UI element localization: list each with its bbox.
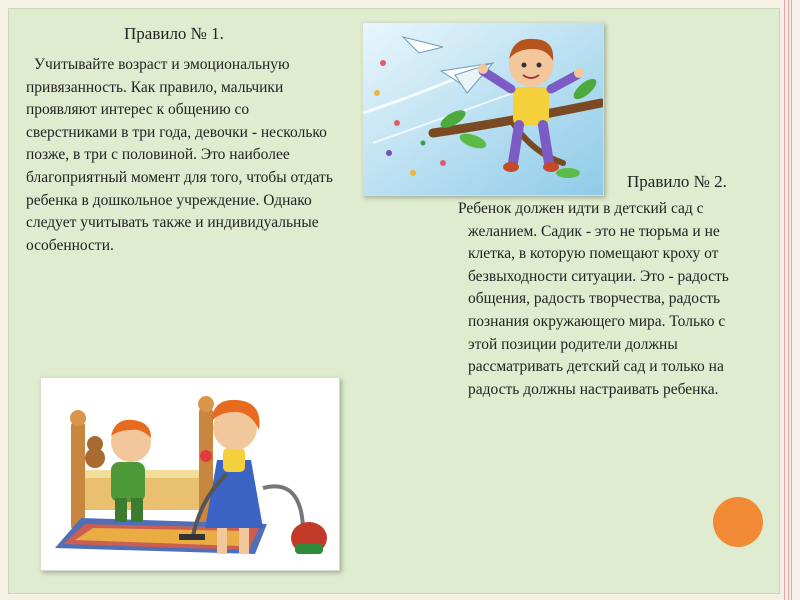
children-cleaning-illustration (40, 377, 340, 571)
boy-on-branch-illustration (362, 22, 604, 196)
decorative-orange-circle (713, 497, 763, 547)
rule1-text: Учитывайте возраст и эмоциональную привязанность. Как правило, мальчики проявляют интерес к общению со сверстниками в три года, девочки - несколько позже, в три с половиной. Это наиболее благоприятный момент для того, чтобы отдать ребенка в дошкольное учреждение. Однако следует учитывать также и индивидуальные особенности. (26, 56, 333, 254)
boy-on-branch-drawing (363, 23, 603, 195)
children-cleaning-drawing (41, 378, 339, 570)
rule2-text: Ребенок должен идти в детский сад с желанием. Садик - это не тюрьма и не клетка, в которую помещают кроху от безвыходности ситуации. Это - радость общения, радость творчества, радость познания окружающего мира. Только с этой позиции родители должны рассматривать детский сад и только на радость должны настраивать ребенка. (458, 200, 729, 398)
slide-edge-decoration (782, 0, 800, 600)
rule2-title: Правило № 2. (627, 172, 727, 191)
rule1-title: Правило № 1. (124, 24, 224, 43)
